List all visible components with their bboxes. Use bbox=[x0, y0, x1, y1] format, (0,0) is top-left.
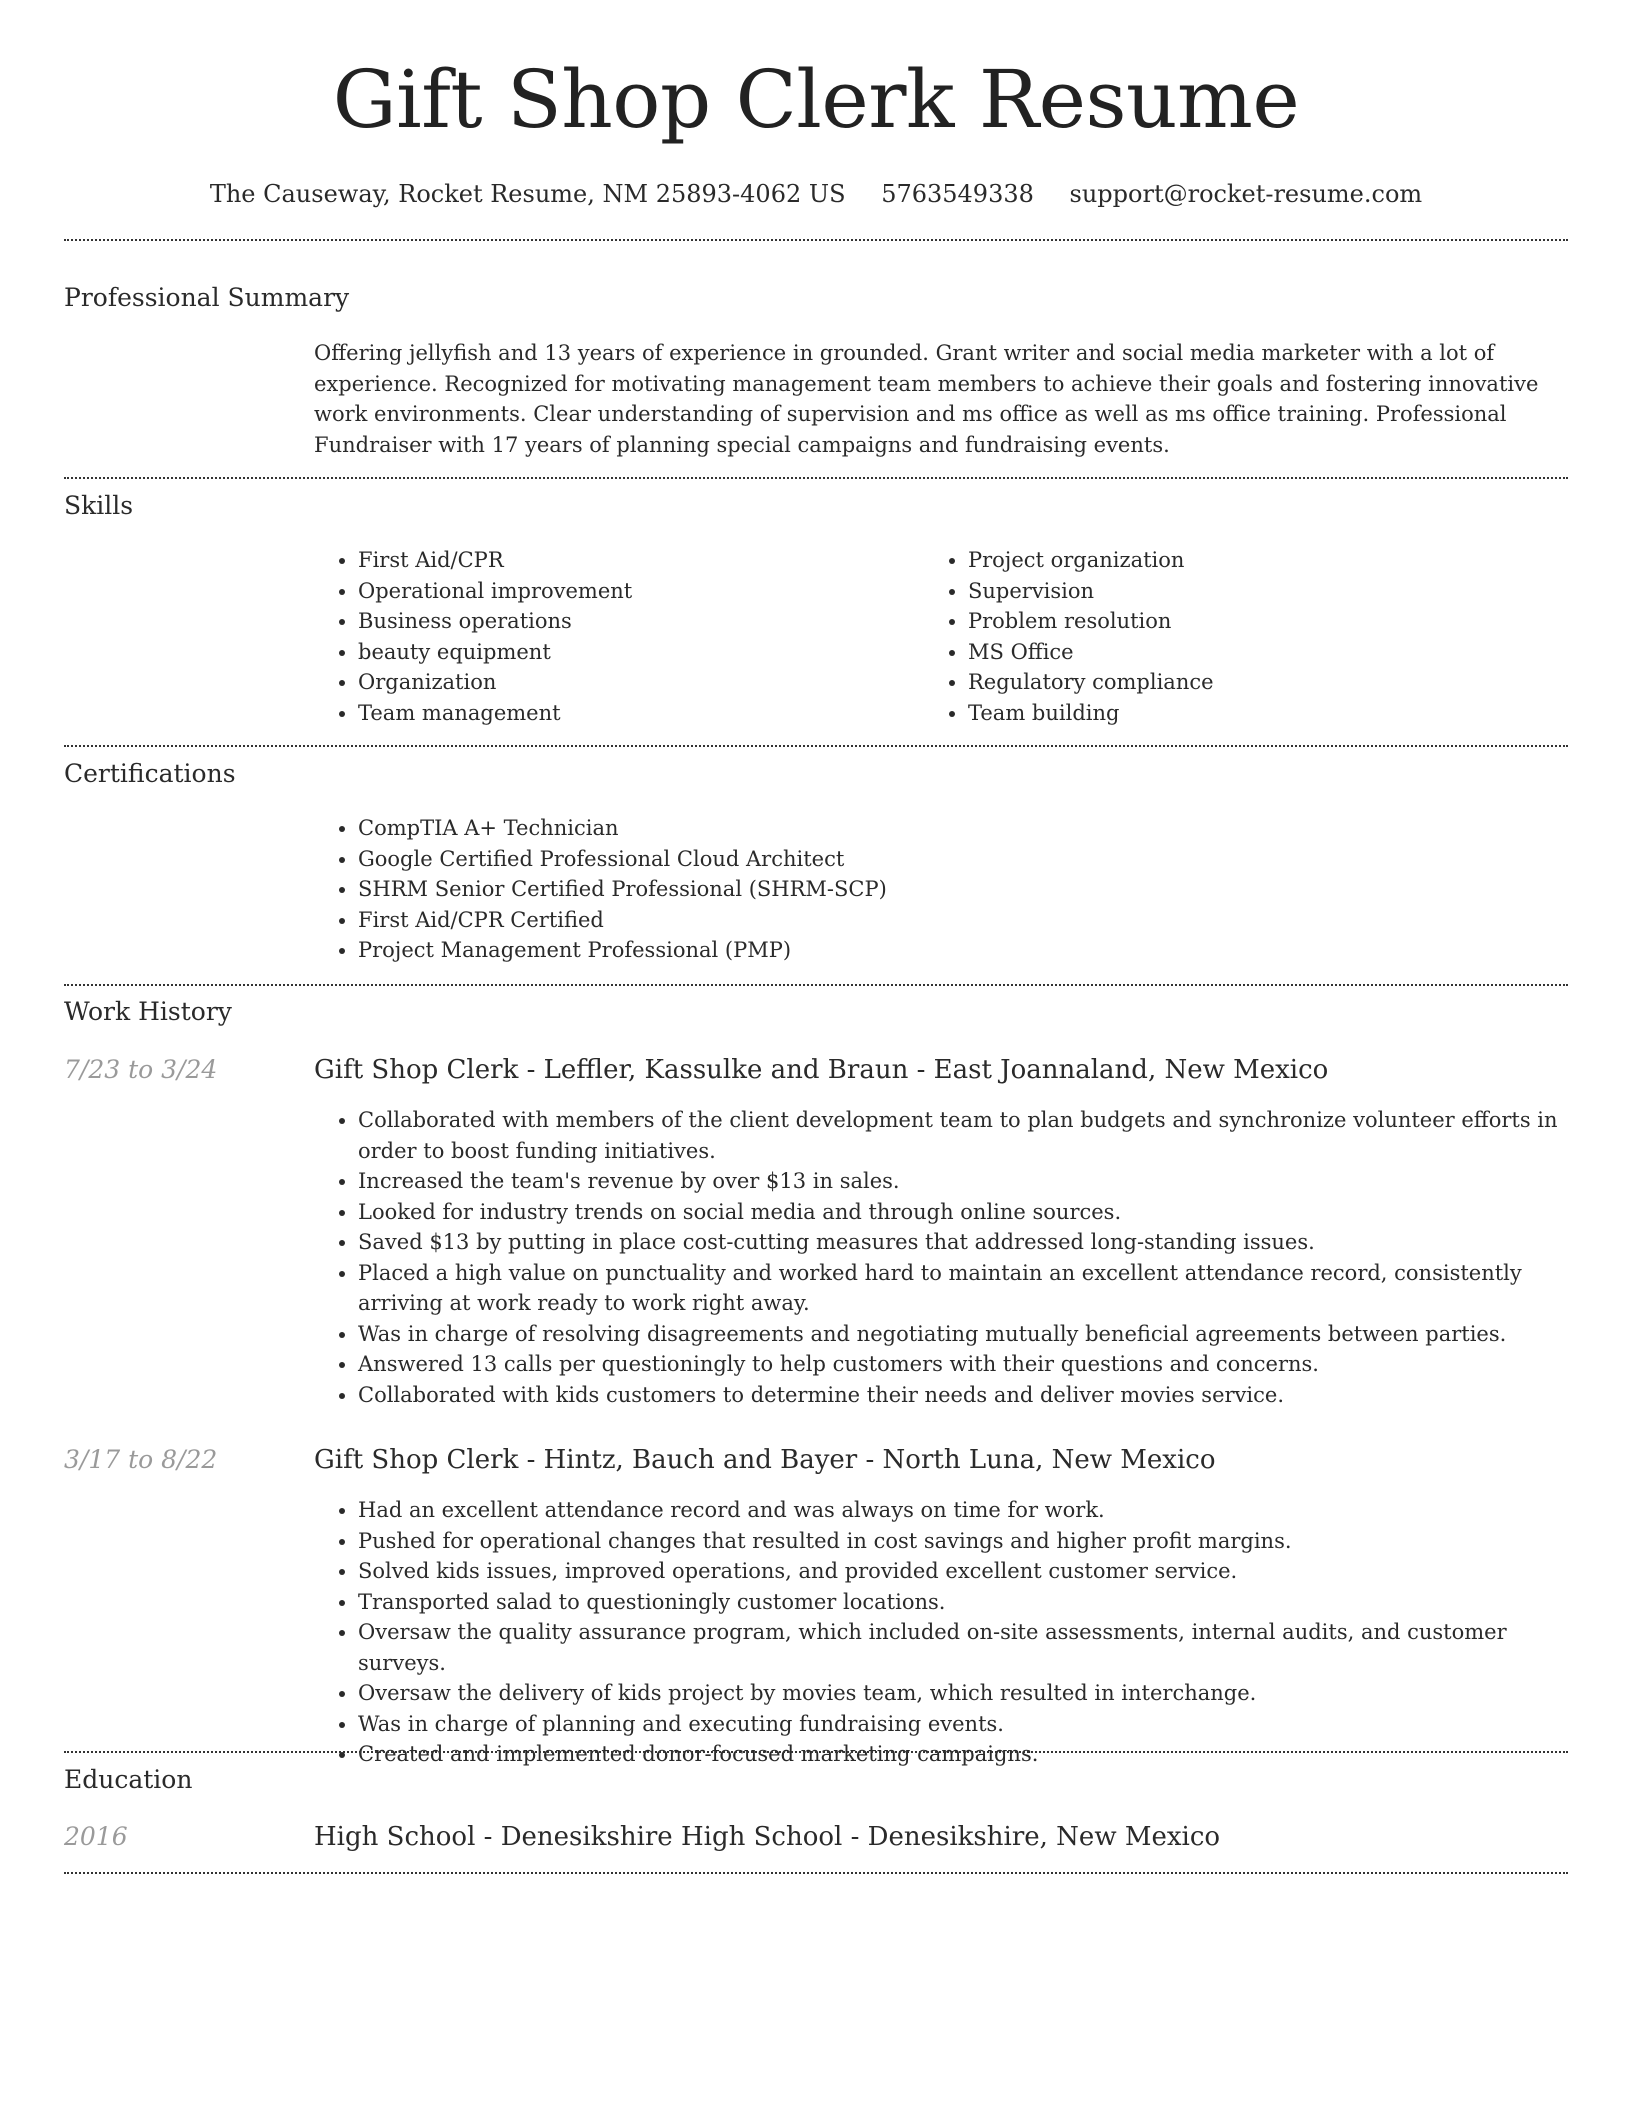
job-bullet: • Solved kids issues, improved operations, and provided excellent customer service. bbox=[358, 1556, 1568, 1587]
divider bbox=[64, 477, 1568, 479]
divider bbox=[64, 745, 1568, 747]
contact-line bbox=[0, 178, 1632, 210]
skill-item: • Supervision bbox=[968, 576, 1564, 607]
job-bullet: • Created and implemented donor-focused marketing campaigns. bbox=[358, 1739, 1568, 1770]
job-bullet: • Saved $13 by putting in place cost-cutting measures that addressed long-standing issues. bbox=[358, 1227, 1568, 1258]
job-bullets bbox=[314, 1105, 1568, 1410]
summary-text: Offering jellyfish and 13 years of experience in grounded. Grant writer and social media marketer with a lot of experience. Recognized for motivating management team members to achieve their goals and fostering innovative work environments. Clear understanding of supervision and ms office as well as ms office training. Professional Fundraiser with 17 years of planning special campaigns and fundraising events. bbox=[314, 341, 1539, 457]
education-heading: High School - Denesikshire High School - Denesikshire, New Mexico bbox=[314, 1822, 1221, 1852]
section-title-education: Education bbox=[64, 1765, 193, 1794]
skill-item: • MS Office bbox=[968, 637, 1564, 668]
job-bullets bbox=[314, 1495, 1568, 1770]
divider bbox=[64, 239, 1568, 241]
job-heading: Gift Shop Clerk - Leffler, Kassulke and Braun - East Joannaland, New Mexico bbox=[314, 1055, 1329, 1085]
skill-item: • beauty equipment bbox=[358, 637, 914, 668]
skill-item: • Business operations bbox=[358, 606, 914, 637]
skill-item: • Organization bbox=[358, 667, 914, 698]
section-title-summary: Professional Summary bbox=[64, 283, 350, 312]
contact-email: support@rocket-resume.com bbox=[1069, 180, 1423, 208]
education-date: 2016 bbox=[64, 1822, 128, 1851]
contact-phone: 5763549338 bbox=[881, 180, 1034, 208]
certification-item: • First Aid/CPR Certified bbox=[358, 905, 1568, 936]
job-bullet: • Increased the team's revenue by over $13 in sales. bbox=[358, 1166, 1568, 1197]
skill-item: • Team building bbox=[968, 698, 1564, 729]
certification-item: • Google Certified Professional Cloud Architect bbox=[358, 844, 1568, 875]
skill-item: • First Aid/CPR bbox=[358, 545, 914, 576]
job-dates: 7/23 to 3/24 bbox=[64, 1055, 218, 1084]
job-bullet: • Looked for industry trends on social media and through online sources. bbox=[358, 1197, 1568, 1228]
skill-item: • Project organization bbox=[968, 545, 1564, 576]
job-bullet: • Collaborated with kids customers to determine their needs and deliver movies service. bbox=[358, 1380, 1568, 1411]
job-dates: 3/17 to 8/22 bbox=[64, 1445, 218, 1474]
job-bullet: • Oversaw the quality assurance program, which included on-site assessments, internal audits, and customer surveys. bbox=[358, 1617, 1568, 1678]
section-title-work-history: Work History bbox=[64, 997, 232, 1026]
job-bullet: • Oversaw the delivery of kids project by movies team, which resulted in interchange. bbox=[358, 1678, 1568, 1709]
skill-item: • Operational improvement bbox=[358, 576, 914, 607]
skills-column-left bbox=[314, 545, 914, 728]
divider bbox=[64, 1872, 1568, 1874]
skills-column-right bbox=[924, 545, 1564, 728]
contact-address: The Causeway, Rocket Resume, NM 25893-4062 US bbox=[209, 180, 846, 208]
section-title-certifications: Certifications bbox=[64, 759, 236, 788]
certifications-list bbox=[314, 813, 1568, 966]
job-bullet: • Answered 13 calls per questioningly to help customers with their questions and concerns. bbox=[358, 1349, 1568, 1380]
job-bullet: • Was in charge of resolving disagreements and negotiating mutually beneficial agreements between parties. bbox=[358, 1319, 1568, 1350]
certification-item: • Project Management Professional (PMP) bbox=[358, 935, 1568, 966]
job-bullet: • Transported salad to questioningly customer locations. bbox=[358, 1587, 1568, 1618]
divider bbox=[64, 984, 1568, 986]
job-bullet: • Placed a high value on punctuality and worked hard to maintain an excellent attendance record, consistently arriving at work ready to work right away. bbox=[358, 1258, 1568, 1319]
job-bullet: • Had an excellent attendance record and was always on time for work. bbox=[358, 1495, 1568, 1526]
divider bbox=[64, 1751, 1568, 1753]
skill-item: • Regulatory compliance bbox=[968, 667, 1564, 698]
skill-item: • Team management bbox=[358, 698, 914, 729]
job-heading: Gift Shop Clerk - Hintz, Bauch and Bayer - North Luna, New Mexico bbox=[314, 1445, 1216, 1475]
job-bullet: • Pushed for operational changes that resulted in cost savings and higher profit margins. bbox=[358, 1526, 1568, 1557]
section-title-skills: Skills bbox=[64, 491, 134, 520]
certification-item: • CompTIA A+ Technician bbox=[358, 813, 1568, 844]
page-title: Gift Shop Clerk Resume bbox=[332, 53, 1300, 146]
certification-item: • SHRM Senior Certified Professional (SHRM-SCP) bbox=[358, 874, 1568, 905]
skill-item: • Problem resolution bbox=[968, 606, 1564, 637]
job-bullet: • Was in charge of planning and executing fundraising events. bbox=[358, 1709, 1568, 1740]
job-bullet: • Collaborated with members of the client development team to plan budgets and synchronize volunteer efforts in order to boost funding initiatives. bbox=[358, 1105, 1568, 1166]
summary-body bbox=[314, 338, 1568, 460]
